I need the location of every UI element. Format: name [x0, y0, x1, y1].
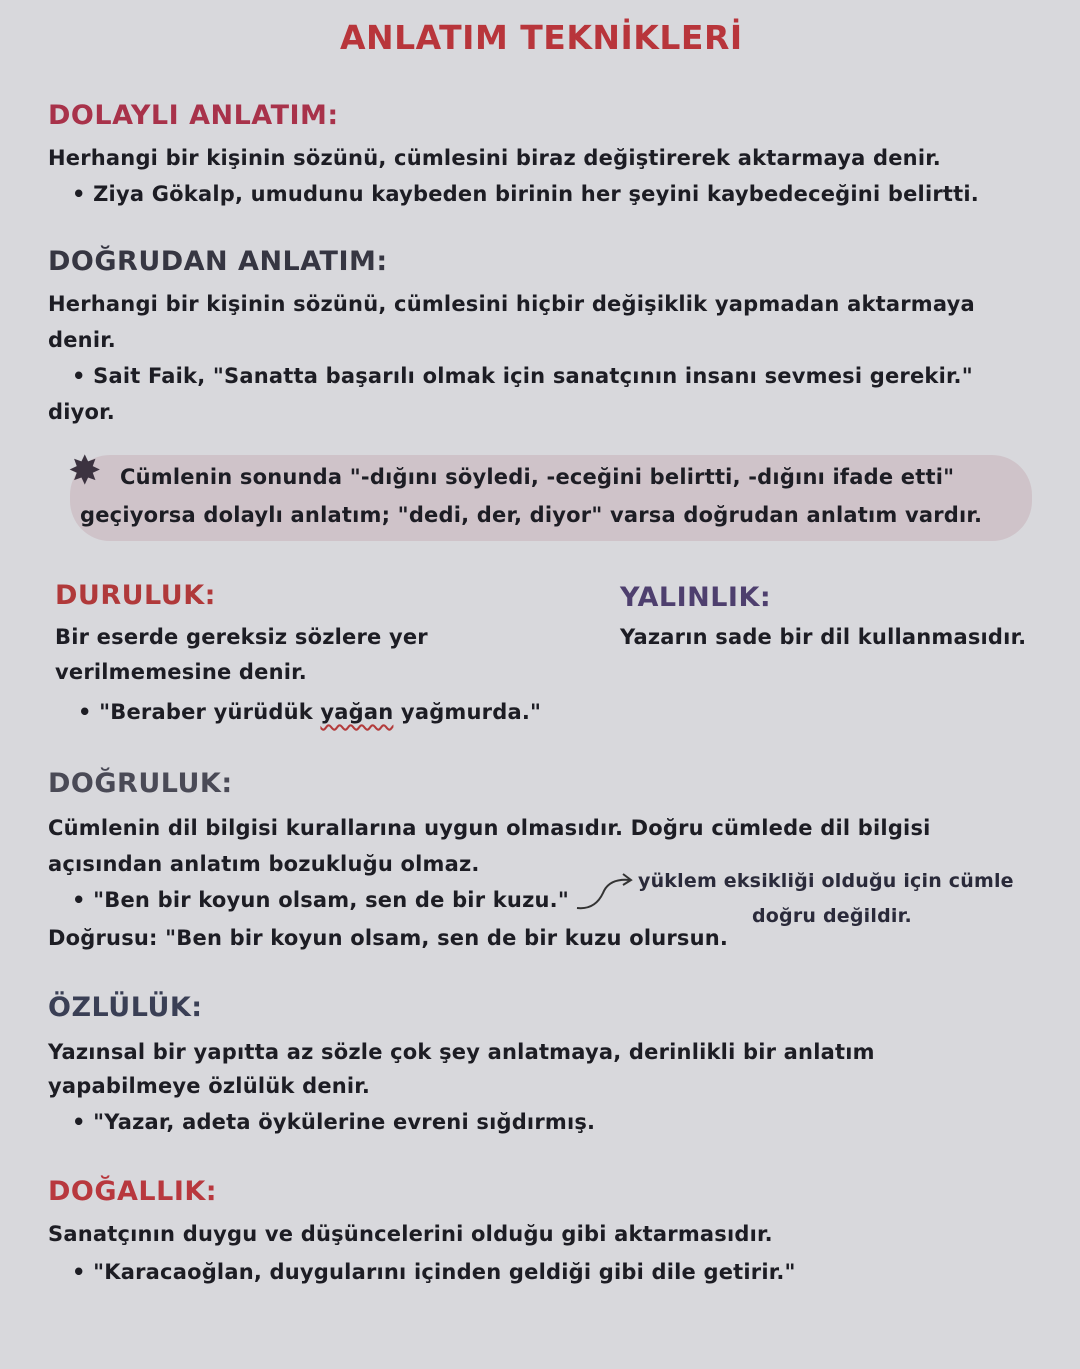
dogrudan-example-2: diyor.	[48, 400, 115, 424]
ozluluk-example: • "Yazar, adeta öykülerine evreni sığdırmış.	[72, 1110, 596, 1134]
star-icon: ✸	[68, 448, 102, 494]
dolayli-definition: Herhangi bir kişinin sözünü, cümlesini biraz değiştirerek aktarmaya denir.	[48, 146, 941, 170]
heading-dogruluk: DOĞRULUK:	[48, 768, 233, 799]
ozluluk-definition-1: Yazınsal bir yapıtta az sözle çok şey anlatmaya, derinlikli bir anlatım	[48, 1040, 875, 1064]
dogallik-example: • "Karacaoğlan, duygularını içinden geldiği gibi dile getirir."	[72, 1260, 796, 1284]
duruluk-definition-1: Bir eserde gereksiz sözlere yer	[55, 625, 428, 649]
duruluk-example	[78, 700, 541, 724]
duruluk-definition-2: verilmemesine denir.	[55, 660, 307, 684]
page-title: ANLATIM TEKNİKLERİ	[340, 18, 743, 57]
dogruluk-definition-2: açısından anlatım bozukluğu olmaz.	[48, 852, 480, 876]
heading-dogallik: DOĞALLIK:	[48, 1176, 218, 1207]
note-line-2: geçiyorsa dolaylı anlatım; "dedi, der, diyor" varsa doğrudan anlatım vardır.	[80, 503, 983, 527]
dogrudan-definition-1: Herhangi bir kişinin sözünü, cümlesini hiçbir değişiklik yapmadan aktarmaya	[48, 292, 975, 316]
dogruluk-example: • "Ben bir koyun olsam, sen de bir kuzu."	[72, 888, 569, 912]
dogruluk-correct: Doğrusu: "Ben bir koyun olsam, sen de bir kuzu olursun.	[48, 926, 729, 950]
heading-dolayli: DOLAYLI ANLATIM:	[48, 100, 339, 131]
example-text: yağmurda."	[393, 700, 542, 724]
dogrudan-definition-2: denir.	[48, 328, 116, 352]
side-note-2: doğru değildir.	[752, 905, 912, 927]
example-text: • "Beraber yürüdük	[78, 700, 321, 724]
heading-yalinlik: YALINLIK:	[620, 582, 772, 613]
dogallik-definition: Sanatçının duygu ve düşüncelerini olduğu gibi aktarmasıdır.	[48, 1222, 773, 1246]
ozluluk-definition-2: yapabilmeye özlülük denir.	[48, 1074, 371, 1098]
underlined-word: yağan	[320, 700, 394, 724]
yalinlik-definition: Yazarın sade bir dil kullanmasıdır.	[620, 625, 1027, 649]
note-line-1: Cümlenin sonunda "-dığını söyledi, -eceğini belirtti, -dığını ifade etti"	[120, 465, 955, 489]
dogrudan-example-1: • Sait Faik, "Sanatta başarılı olmak için sanatçının insanı sevmesi gerekir."	[72, 364, 973, 388]
arrow-icon	[575, 868, 635, 913]
heading-duruluk: DURULUK:	[55, 580, 216, 611]
heading-dogrudan: DOĞRUDAN ANLATIM:	[48, 246, 388, 277]
dolayli-example: • Ziya Gökalp, umudunu kaybeden birinin her şeyini kaybedeceğini belirtti.	[72, 182, 979, 206]
heading-ozluluk: ÖZLÜLÜK:	[48, 992, 203, 1023]
side-note-1: yüklem eksikliği olduğu için cümle	[638, 870, 1014, 892]
dogruluk-definition-1: Cümlenin dil bilgisi kurallarına uygun olmasıdır. Doğru cümlede dil bilgisi	[48, 816, 931, 840]
